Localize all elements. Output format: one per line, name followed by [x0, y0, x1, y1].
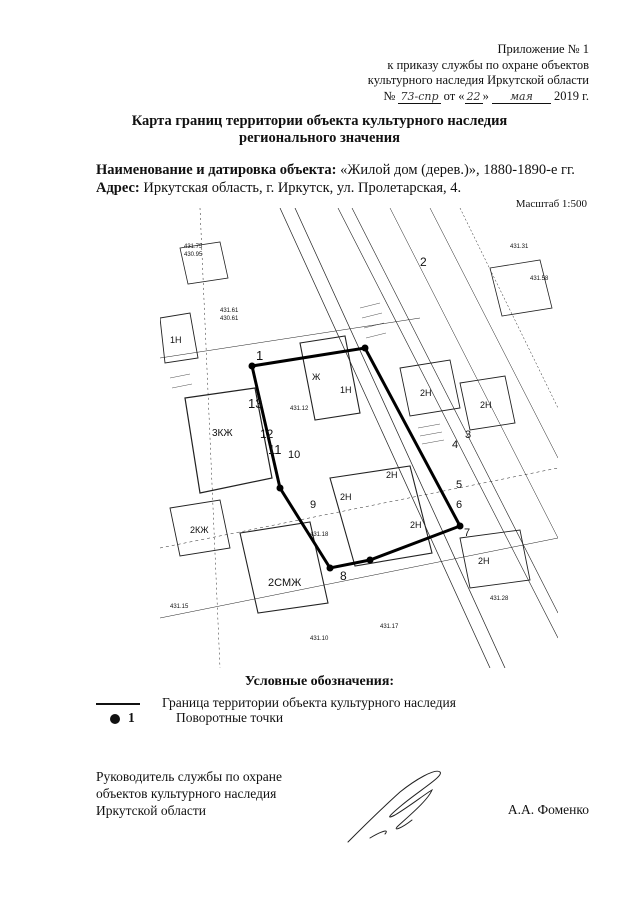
- map-building-label: 2Н: [420, 388, 432, 398]
- map-building-label: 2Н: [386, 470, 398, 480]
- map-building-label: 2Н: [410, 520, 422, 530]
- map-elevation: 430.95: [184, 252, 203, 258]
- map-point-3: 3: [465, 429, 472, 441]
- map-elevation: 431.12: [290, 406, 309, 412]
- map-elevation: 431.10: [310, 636, 329, 642]
- page-title: [0, 113, 639, 147]
- order-day-handwritten: 22: [466, 89, 481, 103]
- signatory-line-1: Руководитель службы по охране: [96, 769, 283, 784]
- map-building-label: 1Н: [170, 335, 182, 345]
- map-building-label: 2Н: [340, 492, 352, 502]
- map-elevation: 431.75: [184, 244, 203, 250]
- map-point-13: 13: [248, 396, 263, 411]
- object-address-value: Иркутская область, г. Иркутск, ул. Пролетарская, 4.: [139, 180, 462, 196]
- object-name-value: «Жилой дом (дерев.)», 1880-1890-е гг.: [336, 162, 575, 178]
- map-building-label: 2Н: [478, 556, 490, 566]
- signatory-line-2: объектов культурного наследия: [96, 786, 277, 801]
- map-point-11: 11: [268, 442, 282, 457]
- object-name-label: Наименование и датировка объекта:: [96, 162, 337, 178]
- map-point-7: 7: [464, 527, 471, 539]
- appendix-header: [368, 42, 589, 104]
- signatory-line-3: Иркутской области: [96, 803, 207, 818]
- signatory-name: А.А. Фоменко: [507, 802, 589, 817]
- turning-point-symbol: [110, 714, 120, 724]
- legend-boundary-label: Граница территории объекта культурного наследия: [162, 695, 456, 710]
- map-elevation: 431.61: [220, 308, 239, 314]
- map-point-6: 6: [456, 499, 463, 511]
- legend-title: Условные обозначения:: [244, 674, 395, 689]
- map-point-1: 1: [256, 348, 264, 363]
- map-elevation: 431.17: [380, 624, 399, 630]
- object-address-line: [96, 180, 461, 197]
- map-elevation: 431.58: [530, 276, 549, 282]
- map-elevation: 431.18: [310, 532, 329, 538]
- map-building-label: 2Н: [480, 400, 492, 410]
- object-address-label: Адрес:: [96, 180, 140, 196]
- title-line-1: Карта границ территории объекта культурного наследия: [131, 113, 508, 129]
- appendix-line-3: культурного наследия Иркутской области: [367, 73, 589, 87]
- map-building-label: 1Н: [340, 385, 352, 395]
- cadastral-map: [160, 208, 558, 668]
- signatory-position: [96, 768, 282, 819]
- appendix-line-2: к приказу службы по охране объектов: [387, 57, 589, 72]
- boundary-line-symbol: [96, 703, 140, 705]
- map-building-label: 3КЖ: [212, 428, 233, 439]
- map-elevation: 431.15: [170, 604, 189, 610]
- map-building-label: 2КЖ: [190, 525, 209, 535]
- object-name-line: [96, 162, 575, 179]
- legend-point-number: 1: [128, 710, 135, 725]
- appendix-line-1: Приложение № 1: [497, 42, 589, 56]
- map-scale: Масштаб 1:500: [515, 198, 587, 210]
- legend-points-label: Поворотные точки: [176, 710, 284, 725]
- title-line-2: регионального значения: [239, 130, 400, 146]
- map-elevation: 431.28: [490, 596, 509, 602]
- handwritten-signature: [340, 760, 450, 850]
- map-point-12: 12: [260, 427, 274, 441]
- map-point-4: 4: [452, 439, 459, 451]
- map-point-10: 10: [288, 449, 301, 461]
- map-point-2: 2: [420, 255, 427, 269]
- map-building-label: 2СМЖ: [268, 577, 302, 589]
- map-point-9: 9: [310, 499, 317, 511]
- map-point-5: 5: [456, 479, 463, 491]
- order-month-handwritten: мая: [492, 90, 551, 104]
- map-building-label: Ж: [312, 372, 321, 382]
- appendix-order-number: № 73-спр от « 22 » мая 2019 г.: [383, 88, 589, 103]
- order-number-handwritten: 73-спр: [400, 89, 439, 103]
- map-elevation: 430.61: [220, 316, 239, 322]
- map-elevation: 431.31: [510, 244, 529, 250]
- map-point-8: 8: [340, 569, 347, 583]
